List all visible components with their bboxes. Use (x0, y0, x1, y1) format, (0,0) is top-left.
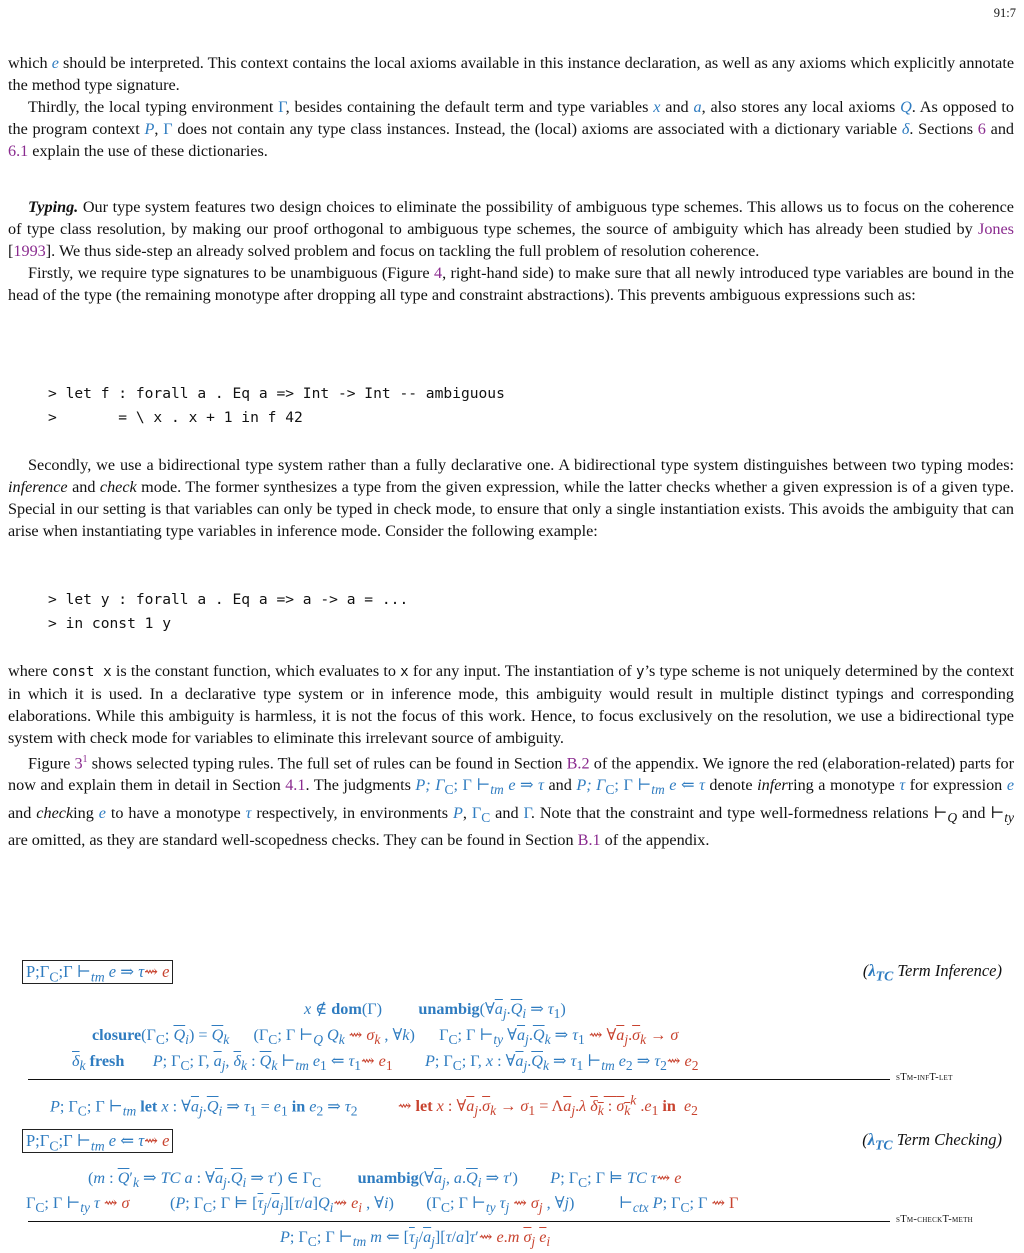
inference-premise-3: $\overline{\delta}_k$ fresh P; $\Gamma_C$; Γ, $\overline{a}_j$, $\overline{\delta}_k$ : $\overline{Q}_k$ $⊢_{tm}$ $e_1$ ⇐ $\tau_1⇝$ $e_1$ P; $\Gamma_C$; Γ, x : $\forall\overline{a}_j.\overline{Q}_k$ ⇒ $\tau_1$ $⊢_{tm}$ $e_2$ ⇒ $\tau_2⇝$ $e_2$ (72, 1052, 699, 1074)
closing-paragraphs (8, 660, 1014, 851)
paragraph-figure-3: Figure $3^1$ shows selected typing rules. The full set of rules can be found in Section B.2 of the appendix. We ignore the red (elaboration-related) parts for now and explain them in detail in Section 4.1. The judgments P; $\Gamma_C$; Γ $⊢_{tm}$ e ⇒ τ and P; $\Gamma_C$; Γ $⊢_{tm}$ e ⇐ τ denote inferring a monotype τ for expression e and checking e to have a monotype τ respectively, in environments P, $\Gamma_C$ and Γ. Note that the constraint and type well-formedness relations $⊢_Q$ and $⊢_{ty}$ are omitted, as they are standard well-scopedness checks. They can be found in Section B.1 of the appendix. (8, 754, 1015, 849)
code-block-const (48, 588, 408, 636)
inference-rule-title: ($\lambda_{TC}$ Term Inference) (862, 961, 1002, 984)
footnote-1-link[interactable]: 1 (82, 754, 88, 765)
checking-judgment-box: $P;\Gamma_C;\Gamma$ $⊢_{tm}$ e ⇐ τ⇝ e (22, 1129, 173, 1153)
jones-citation-link[interactable]: Jones (978, 220, 1014, 238)
figure-4-link[interactable]: 4 (433, 264, 443, 282)
inference-rule-bar (28, 1079, 890, 1080)
code-line: > let f : forall a . Eq a => Int -> Int -- ambiguous (48, 385, 505, 402)
code-line: > in const 1 y (48, 615, 172, 632)
section-6-link[interactable]: 6 (977, 120, 986, 138)
checking-premise-2: $\Gamma_C$; Γ $⊢_{ty}$ τ ⇝ σ (P; $\Gamma_C$; Γ ⊨ $[\overline{\tau}_j/\overline{a}_j][\tau/a]Q_i⇝$ $e_i$ , ∀i) ($\Gamma_C$; Γ $⊢_{ty}$ $\tau_j$ ⇝ $\sigma_j$ , ∀j) $⊢_{ctx}$ P; $\Gamma_C$; Γ ⇝ Γ (26, 1194, 739, 1216)
figure-3-link[interactable]: 3 (74, 754, 83, 773)
inference-premise-2: $closure(\Gamma_C$; $\overline{Q}_i) = \overline{Q}_k$ ($\Gamma_C$; Γ $⊢_Q$ $Q_k$ ⇝ $\sigma_k$ , ∀k) $\Gamma_C$; Γ $⊢_{ty}$ $\forall\overline{a}_j.\overline{Q}_k$ ⇒ $\tau_1$ ⇝ $\forall\overline{a}_j.\overline{\sigma}_k \to \sigma$ (92, 1026, 679, 1048)
section-b1-link[interactable]: B.1 (577, 830, 601, 849)
inference-judgment-box: $P;\Gamma_C;\Gamma$ $⊢_{tm}$ e ⇒ τ⇝ e (22, 960, 173, 984)
typing-heading: Typing. (28, 198, 79, 216)
code-block-ambiguous (48, 382, 505, 430)
paragraph-thirdly: Thirdly, the local typing environment Γ, besides containing the default term and type variables x and a, also stores any local axioms Q. As opposed to the program context P, Γ does not contain any type class instances. Instead, the (local) axioms are associated with a dictionary variable δ. Sections 6 and 6.1 explain the use of these dictionaries. (8, 98, 1015, 160)
code-line: > = \ x . x + 1 in f 42 (48, 409, 303, 426)
checking-rule-bar (28, 1221, 890, 1222)
page-number: 91:7 (993, 6, 1016, 20)
paragraph-typing: Typing. Our type system features two design choices to eliminate the possibility of ambiguous type schemes. This allows us to focus on the coherence of type class resolution, by making our proof orthogonal to ambiguous type schemes, the source of ambiguity which has already been studied by Jones [1993]. We thus side-step an already solved problem and focus on tackling the full problem of resolution coherence. (8, 198, 1014, 260)
intro-paragraphs (8, 52, 1014, 162)
paragraph-context: which e should be interpreted. This context contains the local axioms available in this instance declaration, as well as any axioms which explicitly annotate the method type signature. (8, 54, 1015, 94)
typing-section (8, 196, 1014, 306)
section-6-1-link[interactable]: 6.1 (8, 142, 29, 160)
paragraph-secondly: Secondly, we use a bidirectional type system rather than a fully declarative one. A bidirectional type system distinguishes between two typing modes: inference and check mode. The former synthesizes a type from the given expression, while the latter checks whether a given expression is of a given type. Special in our setting is that variables can only be typed in check mode, to ensure that only a single instantiation exists. This avoids the ambiguity that can arise when instantiating type variables in inference mode. Consider the following example: (8, 456, 1014, 540)
paragraph-where-const: where const x is the constant function, which evaluates to x for any input. The instantiation of y’s type scheme is not uniquely determined by the context in which it is used. In a declarative type system or in inference mode, this ambiguity would result in multiple distinct typings and corresponding elaborations. While this ambiguity is harmless, it is not the focus of this work. Hence, to focus exclusively on the resolution, we use a bidirectional type system with check mode for variables to eliminate this irrelevant source of ambiguity. (8, 662, 1014, 747)
inference-rule-name: sTm-infT-let (896, 1072, 953, 1083)
checking-rule-title: ($\lambda_{TC}$ Term Checking) (862, 1130, 1002, 1153)
citation-year-link[interactable]: 1993 (13, 242, 46, 260)
inference-premise-1: x ∉ dom(Γ) $unambig(\forall\overline{a}_j.\overline{Q}_i$ ⇒ $\tau_1$) (304, 1000, 566, 1022)
section-b2-link[interactable]: B.2 (566, 754, 590, 773)
paragraph-secondly-block (8, 454, 1014, 542)
paragraph-firstly: Firstly, we require type signatures to be unambiguous (Figure 4, right-hand side) to make sure that all newly introduced type variables are bound in the head of the type (the remaining monotype after dropping all type and constraint abstractions). This prevents ambiguous expressions such as: (8, 264, 1014, 304)
code-line: > let y : forall a . Eq a => a -> a = ... (48, 591, 409, 608)
checking-premise-1: (m : $\overline{Q}'_k$ ⇒ TC a : $\forall\overline{a}_j.\overline{Q}_i$ ⇒ τ′) ∈ $\Gamma_C$ $unambig(\forall\overline{a}_j$, $a.\overline{Q}_i$ ⇒ τ′) P; $\Gamma_C$; Γ ⊨ TC τ⇝ e (88, 1169, 682, 1191)
inference-conclusion: P; $\Gamma_C$; Γ $⊢_{tm}$ let x : $\forall\overline{a}_j.\overline{Q}_i$ ⇒ $\tau_1 = e_1$ in $e_2$ ⇒ $\tau_2$ ⇝ let x : $\forall\overline{a}_j.\overline{\sigma}_k \to \sigma_1 = \Lambda\overline{a}_j.\lambda$ $\delta_k$ : $\sigma_k^k$ $.e_1$ in $e_2$ (50, 1093, 698, 1119)
checking-rule-name: sTm-checkT-meth (896, 1214, 974, 1225)
checking-conclusion: P; $\Gamma_C$; Γ $⊢_{tm}$ m ⇐ $[\overline{\tau}_j/\overline{a}_j][\tau/a]\tau'⇝$ e.m $\overline{\sigma}_j$ $\overline{e}_i$ (280, 1228, 551, 1250)
section-4-1-link[interactable]: 4.1 (285, 776, 306, 795)
